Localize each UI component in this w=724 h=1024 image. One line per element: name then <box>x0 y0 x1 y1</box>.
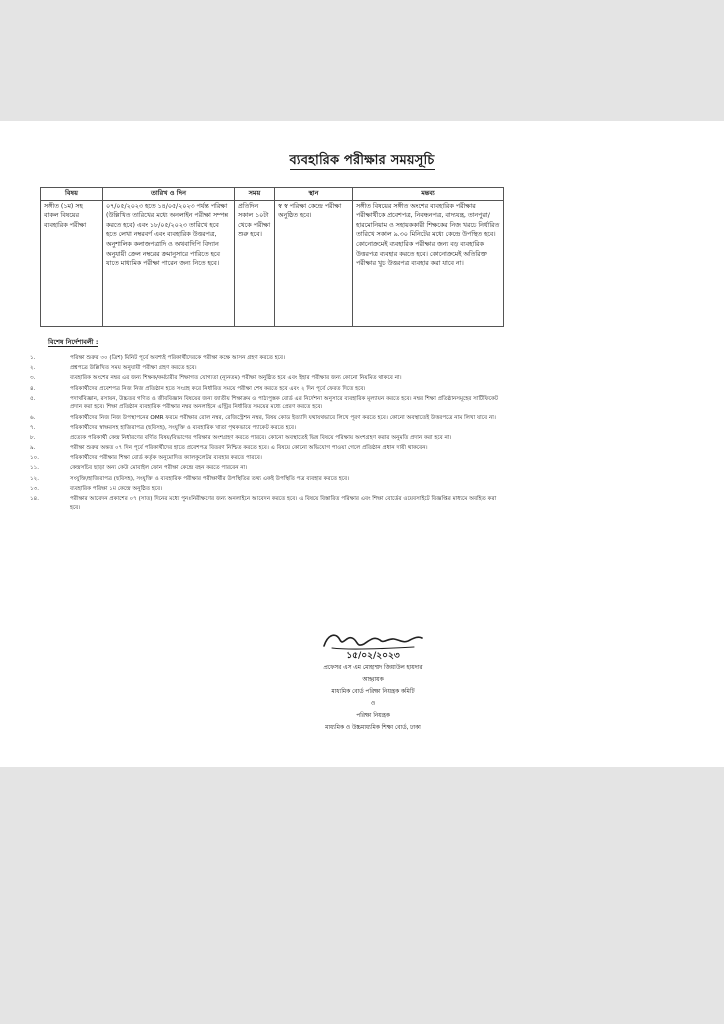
header-time: সময় <box>235 188 275 201</box>
list-item: ৯. পরীক্ষা শুরুর অন্তত ০৭ দিন পূর্বে পরিকার্থীদের হাতে প্রবেশপত্র বিতরণ নিশ্চিত করতে হবে। এ বিষয়ে কোনো অভিযোগ পাওয়া গেলে প্রতিষ্ঠান প্রধান দায়ী থাকবেন। <box>30 445 428 452</box>
page-title-text: ব্যবহারিক পরীক্ষার সময়সূচি <box>289 153 435 168</box>
table-row <box>41 200 504 326</box>
list-item: ৫. পদার্থবিজ্ঞান, রসায়ন, উচ্চতর গণিত ও জীববিজ্ঞান বিষয়ের জন্য জাতীয় শিক্ষাক্রম ও পাঠ্যপুস্তক বোর্ড এর নির্দেশনা অনুসারে ব্যবহারিক মূল্যায়ন করতে হবে। নম্বর শিক্ষা প্রতিষ্ঠানসমূহের সার্টিফিকেট প্রদান করা হবে। শিক্ষা প্রতিষ্ঠান ব্যবহারিক পরীক্ষার নম্বর অনলাইনে এন্ট্রির নির্ধারিত সময়ের মধ্যে প্রেরণ করতে হবে। <box>30 395 498 411</box>
list-item: ১৩. ব্যবহারিক পরিক্ষা ১ম কেন্দ্রে অনুষ্ঠিত হবে। <box>30 485 163 492</box>
cell-time: প্রতিদিন সকাল ১০টা থেকে পরীক্ষা শুরু হবে। <box>235 200 275 326</box>
table-header-row <box>41 188 504 201</box>
document-page <box>0 121 724 767</box>
list-item: ৩. ব্যবহারিক অংশের নম্বর এর জন্য শিক্ষক/কর্মচারীর শিক্ষাগত যোগ্যতা (ন্যূনতম) পরীক্ষা অনুষ্ঠিত হবে এবং ইহার পরীক্ষার জন্য কোনো নিয়মিত থাকবে না। <box>30 375 402 382</box>
header-remarks: মন্তব্য <box>353 188 504 201</box>
signatory-role: আহ্বায়ক <box>362 677 384 683</box>
signature-date: ১৫/০২/২০২৩ <box>346 651 400 661</box>
committee-name: মাধ্যমিক বোর্ড পরিক্ষা নিয়ন্ত্রক কমিটি <box>331 689 415 695</box>
conjunction: ও <box>370 701 376 707</box>
cell-subject: সঙ্গীত (১ম) সহ বাকল বিষয়ের ব্যবহারিক পরীক্ষা <box>41 200 103 326</box>
header-subject: বিষয় <box>41 188 103 201</box>
list-item: ২. প্রশ্নপত্রে উল্লিখিত সময় অনুযায়ী পরীক্ষা গ্রহণ করতে হবে। <box>30 365 197 372</box>
cell-place: স্ব স্ব পরিক্ষা কেন্দ্রে পরীক্ষা অনুষ্ঠিত হবে। <box>275 200 353 326</box>
list-item: ১২. সংযুক্তি/হাজিরাপত্র (ছবিসহ), সংযুক্তি ও ব্যবহারিক পরীক্ষার পরীক্ষার্থীর উপস্থিতির তথ্য একই উপস্থিতি পত্র ব্যবহার করতে হবে। <box>30 475 350 482</box>
handwritten-signature <box>318 626 428 654</box>
instructions-heading: বিশেষ নির্দেশাবলী : <box>48 338 99 346</box>
list-item: ১০. পরিকার্থীদের পরীক্ষার শিক্ষা বোর্ড কর্তৃক অনুমোদিত ক্যালকুলেটর ব্যবহার করতে পারবে। <box>30 455 262 462</box>
list-item: ৪. পরিকার্থীদের প্রবেশপত্র নিজ নিজ প্রতিষ্ঠান হতে সংগ্রহ করে নির্ধারিত সময়ে পরীক্ষা শেষ করতে হবে এবং ২ দিন পূর্বে ফেরত দিতে হবে। <box>30 385 366 392</box>
signature-block <box>273 626 473 736</box>
signatory-name: প্রফেসর এস এম মোহাম্মদ জিয়াউল হায়দার <box>323 665 423 671</box>
list-item: ৬. পরিকার্থীদের নিজ নিজ উপস্থাপনের OMR ফরমে পরীক্ষার রোল নম্বর, রেজিস্ট্রেশন নম্বর, বিষয় কোড ইত্যাদি যথাযথভাবে লিখে পূরণ করতে হবে। কোনো অবস্থাতেই উত্তরপত্রে নাম লিখা যাবে না। <box>30 414 496 421</box>
header-place: স্থান <box>275 188 353 201</box>
page-title <box>0 151 724 172</box>
list-item: ১. পরিক্ষা শুরুর ৩০ (ত্রিশ) মিনিট পূর্বে অবশ্যই পরিকার্থীদেরকে পরীক্ষা কক্ষে আসন গ্রহণ করতে হবে। <box>30 355 286 361</box>
list-item: ১৪. পরীক্ষার আবেদন প্রকাশের ০৭ (সাত) দিনের মধ্যে পুনঃনিরীক্ষণের জন্য অনলাইনে আবেদন করতে হবে। এ বিষয়ে বিস্তারিত পরিক্ষার এবং শিক্ষা বোর্ডের ওয়েবসাইটে বিজ্ঞপ্তির মাধ্যমে অবহিত করা হবে। <box>30 496 497 511</box>
cell-remarks: সঙ্গীত বিষয়ের সঙ্গীত অংশের ব্যবহারিক পরীক্ষার পরীক্ষার্থীকে প্রবেশপত্র, নিবন্ধনপত্র, বাদ্যযন্ত্র, তানপুরা/হারমোনিয়াম ও সহায়ককারী শিক্ষকের নিজ খরচে নির্ধারিত তারিখে সকাল ৯.৩০ মিনিটের মধ্যে কেন্দ্রে উপস্থিত হবে। কোনোক্রমেই ব্যবহারিক পরীক্ষার জন্য বড় ব্যবহারিক উত্তরপত্র ব্যবহার করতে হবে। কোনোক্রমেই অতিরিক্ত পরীক্ষার খুচ উত্তরপত্র ব্যবহার করা যাবে না। <box>353 200 504 326</box>
cell-date: ০৭/০৫/২০২৩ হতে ১৪/০৫/২০২৩ পর্যন্ত পরিক্ষা (উল্লিখিত তারিখের মধ্যে অনলাইন পরীক্ষা সম্পন্ন করতে হবে) এবং ১৮/০৫/২০২৩ তারিখে হবে হতে লেখা নম্বরবর্ণ এবং ব্যবহারিক উত্তরপত্র, অনুশালিক কলাজপত্রাদি ও অথবাদিপি বিদ্যান অনুযায়ী ক্রেল নম্বরের ক্রমানুসারে পারিতে হবে যাতে মাধ্যমিক পরীক্ষা পারেন জন্য নিতে হবে। <box>103 200 235 326</box>
header-date: তারিখ ও দিন <box>103 188 235 201</box>
list-item: ৮. প্রত্যেক পরিকার্থী কেন্দ্র নির্ধারণের বর্ণিত বিষয়/বিভাগের পরিক্ষার অংশগ্রহণ করতে পারবে। কোনো অবস্থাতেই ভিন্ন বিষয়ে পরিক্ষায় অংশগ্রহণ করার অনুমতি প্রদান করা হবে না। <box>30 434 452 441</box>
schedule-table <box>40 187 504 327</box>
instructions-list <box>30 354 506 514</box>
board-name: মাধ্যমিক ও উচ্চমাধ্যমিক শিক্ষা বোর্ড, ঢাকা <box>325 725 421 731</box>
list-item: ১১. কেন্দ্রসচিব ছাড়া অন্য কেউ মোবাইল ফোন পরীক্ষা কেন্দ্রে বহন করতে পারবেন না। <box>30 465 248 472</box>
signatory-role-2: পরিক্ষা নিয়ন্ত্রক <box>356 713 390 719</box>
list-item: ৭. পরিকার্থীদের স্বাক্ষরসহ হাজিরাপত্র (ছবিসহ), সংযুক্তি ও ব্যবহারিক খাতা পৃথকভাবে প্যাকেট করতে হবে। <box>30 424 297 431</box>
